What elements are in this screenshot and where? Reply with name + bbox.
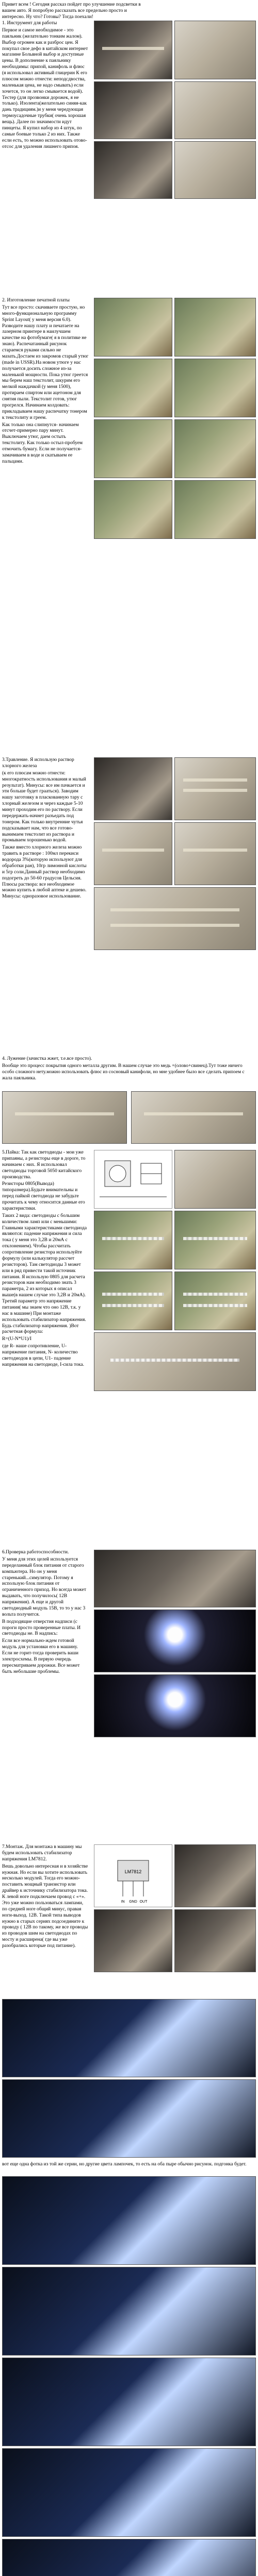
step-7-p1: Вешь довольно интересная и в хозяйстве нужная. Но если вы хотите использовать несколько модулей. Тогда его можно-поставить мощный транзистор или драйвер к источнику стабилизатора тока. К левой ноге подключаем провод с «+». Это уже можно пользоваться лампами, по средней ноге общий минус, правая ноги-выход. 12В. Такой типа выводов нужно в старых сериях подсоедините к проводу ( 12В по такому, же все проводы из проводов шим на светодиодах по мосту и расширена( где вы уже разобрались которые под питание). xyxy=(2,1863,88,1948)
pcb-photo-7 xyxy=(94,480,172,539)
out-label: OUT xyxy=(139,1900,148,1904)
soldering-photo-1 xyxy=(94,1211,172,1269)
tools-photo-4 xyxy=(174,81,256,139)
car-interior-photo-4 xyxy=(2,2267,256,2355)
car-interior-photo-6 xyxy=(2,2448,256,2537)
step-5 xyxy=(2,1150,89,1369)
tools-photo-5 xyxy=(94,141,172,199)
car-interior-photo-1 xyxy=(2,1999,256,2077)
mount-photo-2 xyxy=(94,1909,172,1972)
tools-photo-3 xyxy=(94,81,172,139)
step-7 xyxy=(2,1844,89,1951)
step-3 xyxy=(2,757,89,901)
pcb-photo-5 xyxy=(94,419,172,478)
test-photo-3 xyxy=(94,1674,256,1737)
led-diagram-svg xyxy=(94,1150,172,1208)
car-interior-photo-7 xyxy=(2,2539,256,2576)
step-5-p1: Резисторы 0805(Вывода) типоразмера).Будьте внимательны и перед пайкой светодиода не забудьте прочитать к чему относится данные его характеристики. xyxy=(2,1181,85,1211)
step-2-p1: Тут все просто: скачиваете простую, но много-функциональную программу Sprint Layout( у меня версия 6.0). Разводите нашу плату и печатаете на лазерном принтере в наилучшем качестве на фотобумаге( я в политике не знаю). Распечатанный рисунок стараемся руками сильно не мазать.Достаем из закромов старый утюг (made in USSR).На новом утюге у нас получается досить сложное из-за маленькой мощности. Пока утюг греется мы берем наш текстолит, шкурим его мелкой наждачкой (у меня 1500), протираем спиртом или ацетоном для снятия пыли. Текстолит готов, утюг прогрелся. Начинаем колдовать: прикладываем нашу распечатку тонером к текстолиту и греем. xyxy=(2,304,89,420)
mount-photo-3 xyxy=(174,1909,256,1972)
step-1 xyxy=(2,21,89,151)
step-3-p1: (к его плюсам можно отнести: многократность использования и малый результат). Минусы: все им пачкается и эти больше будет грааться). Заводим нашу заготовку в пласкованную тару с хлорный железом и через каждые 5-10 минут проходим его по раствору. Если передержать-начнет разъедать под тонером. Как только внутренние чутья подсказывает нам, что все готово-вынимаем текстолит из раствора и промываем хорошенько водой. xyxy=(2,770,86,843)
car-interior-photo-2 xyxy=(2,2079,256,2158)
step-2 xyxy=(2,298,89,466)
step-4-title: 4. Лужение (зачистка жжет, т.е.все просто). xyxy=(2,1056,92,1061)
step-3-title: 3.Травление. Я использую раствор хлорного железа xyxy=(2,757,74,769)
tools-photo-2 xyxy=(174,21,256,79)
step-6-p1: У меня для этих целей используется переделанный блок питания от старого компьютера. Но он у меня старенький...симулятор. Потому я использую блок питания от ограниченного приход. Но всегда может выдавать, что получилось( 12В напряжения). А еще и другой светодиодный модуль 15В, то то у нас 3 вольта получится. xyxy=(2,1556,86,1617)
soldering-photo-5 xyxy=(94,1332,256,1391)
step-5-title: 5.Пайка: Так как светодиоды - мои уже припаяны, а резисторы еще в дороге, то начинаем с них. Я использовал светодиоды торговой 5050 китайского производства. xyxy=(2,1150,86,1180)
etching-photo-5 xyxy=(94,887,256,950)
tools-photo-6 xyxy=(174,141,256,199)
pcb-photo-8 xyxy=(174,480,256,539)
tinning-photo-2 xyxy=(131,1091,256,1144)
car-interior-photo-5 xyxy=(2,2358,256,2446)
led-photo-1 xyxy=(174,1150,256,1209)
pcb-photo-3 xyxy=(94,359,172,417)
step-1-title: 1. Инструмент для работы xyxy=(2,21,57,26)
intro-text: Привет всем ! Сегодня рассказ пойдет про улучшение подсветки в вашем авто. Я попробую рассказать все предельно просто и интересно. Ну что? Готовы? Тогда поехали! xyxy=(2,2,141,20)
outro-text-1: вот еще одна фотка из той же серии, но другие цвета лампочек, то есть на оба пыре обычно рисунок. подгонка будет. xyxy=(2,2162,247,2167)
etching-photo-4 xyxy=(174,822,256,885)
pcb-photo-4 xyxy=(174,359,256,417)
step-4 xyxy=(2,1056,255,1083)
step-1-p1: Первое и самое необходимое - это паяльник (желательно тонким жалом). Выбор огромен как и разброс цен. Я покупал свое дефо в китайском интернет магазине Больвной выбор и доступные цены. В дополнение к паяльнику необходимы: припой, канифоль и флюс (я использовал активный глицерин К его плюсом можно отнести: неподсдвоства, маленькая цена, не надо смывать) если хочется, то он легко смывается водой). Тестер (для прозвонки дорожек, я не только). Изолента(желательно синяя-как дань традициям.)и у меня чередующая термоусадочные трубки( очень хорошая вещь). Далее по значимости идут пинцеты. Я купил набор из 4 штук, по самые боевые только 2 из них. Также если есть, то можно использовать отово-отсос для удаления лишнего припоя. xyxy=(2,27,88,149)
step-6-p2: В подходящие отверстия надписи (с пороги просто проверенные платы. И светодиоды не. В надпись: xyxy=(2,1619,81,1637)
tools-photo-1 xyxy=(94,21,172,79)
test-photo-1 xyxy=(94,1550,256,1607)
soldering-photo-2 xyxy=(174,1211,256,1269)
step-5-formula: R=(U-N*U1)/I xyxy=(2,1336,32,1342)
step-5-p3: где R- наше сопротивление, U- напряжение питания, N- количество светодиодов в цепи, U1- падение напряжения на светодиоде, I-сила тока. xyxy=(2,1344,84,1367)
pcb-photo-2 xyxy=(174,298,256,357)
step-6-title: 6.Проверка работоспособности. xyxy=(2,1550,69,1555)
step-7-title: 7.Монтаж. Для монтажа в машину мы будем использовать стабилизатор напряжения LM7812. xyxy=(2,1844,82,1862)
led-datasheet-diagram xyxy=(94,1150,172,1209)
etching-photo-1 xyxy=(94,757,172,820)
step-3-p2: Также вместо хлорного железа можно травить в растворе : 100мл перекиси водорода 3%(которую используют для обработки ран), 10гр лимонной кислоты и 5гр соли.Данный раствор необходимо подогреть до 50-60 градусов Цельсия. Плюсы раствора: все необходимое можно купить в любой аптеке и дешево. Минусы: одноразовое использование. xyxy=(2,845,87,900)
step-2-p2: Как только она слипнутся- начинаем отсчет-примерно пару минут. Выключаем утюг, даем остыть текстолиту. Как только остыл-пробуем отмочить бумагу. Если не получается-замачиваем в воде и скатываем ее пальцами. xyxy=(2,422,83,464)
mount-photo-1 xyxy=(174,1844,256,1907)
step-5-p2: Таких 2 вида: светодиоды с большим количеством ламп или с меньшими: Главными характеристиками светодиода являются: падение напряжения и сила тока ( у меня это 3,2В и 20мА с отклонением). Чтобы рассчитать сопротивление резистора используйте формулу (или калькулятор рассчет резисторов). Там светодиоды 3 может или в ряд привести такой источник питания. Я использую 0805 для расчета резисторов нам необходимо знать 3 параметра, 2 из которых я описал выше(в нашем случае это 3,2В и 20мА). Третий параметр это напряжение питания( мы знаем что оно 12В, т.к. у нас в машине) При монтаже использовать стабилизатор напряжения. Будь стабилизатор напряжения. )Вот расчетная формула: xyxy=(2,1213,87,1335)
soldering-photo-4 xyxy=(174,1272,256,1330)
lm7812-diagram xyxy=(94,1844,172,1907)
step-6-p3: Если все нормально-ждем готовой модуль для установки его в машину. Если не горит-тогда проверить ваши электросхемы. В первую очередь пересматриваем дорожки. Все может быть небольшие проблемы. xyxy=(2,1638,80,1674)
step-4-p1: Вообще это процесс покрытия одного металла другим. В нашем случае это медь +(олово+свинец).Тут тоже ничего особо сложного нету.можно использовать флюс из сосновый канифоли, но мне удобнее было все сделать припоем с жала паяльника. xyxy=(2,1063,245,1081)
car-interior-photo-3 xyxy=(2,2176,256,2265)
test-photo-2 xyxy=(94,1609,256,1672)
pcb-photo-6 xyxy=(174,419,256,478)
chip-label: LM7812 xyxy=(124,1869,142,1874)
step-2-title: 2. Изготовление печатной платы xyxy=(2,298,70,303)
lm7812-svg xyxy=(94,1845,172,1907)
etching-photo-3 xyxy=(94,822,172,885)
soldering-photo-3 xyxy=(94,1272,172,1330)
gnd-label: GND xyxy=(129,1900,137,1904)
tinning-photo-1 xyxy=(2,1091,127,1144)
in-label: IN xyxy=(121,1900,125,1904)
pcb-photo-1 xyxy=(94,298,172,357)
step-6 xyxy=(2,1550,89,1676)
etching-photo-2 xyxy=(174,757,256,820)
